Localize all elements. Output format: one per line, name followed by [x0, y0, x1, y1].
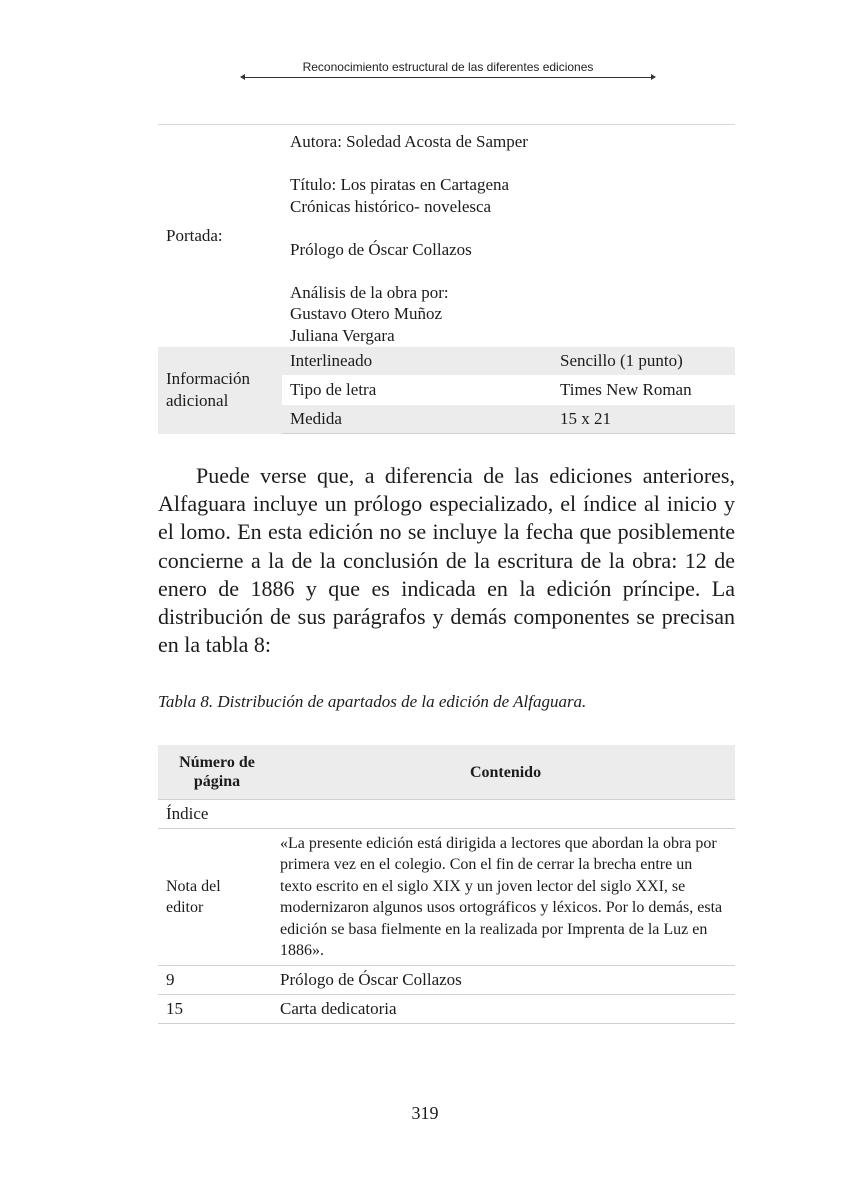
page-number: 319: [411, 1103, 439, 1123]
content-cell: «La presente edición está dirigida a lectores que abordan la obra por primera vez en el colegio. Con el fin de cerrar la brecha entre un texto escrito en el siglo XIX y un joven lector del siglo XXI, se modernizaron algunos usos ortográficos y léxicos. Por lo demás, esta edición se basa fielmente en la realizada por Imprenta de la Luz en 1886».: [276, 829, 735, 966]
body-paragraph: Puede verse que, a diferencia de las ediciones anteriores, Alfaguara incluye un prólogo especializado, el índice al inicio y el lomo. En esta edición no se incluye la fecha que posiblemente concierne a la de la conclusión de la escritura de la obra: 12 de enero de 1886 y que es indicada en la edición príncipe. La distribución de sus parágrafos y demás componentes se precisan en la tabla 8:: [158, 463, 735, 658]
portada-row: [158, 125, 735, 348]
page-cell: Índice: [158, 800, 276, 829]
info-value: 15 x 21: [552, 405, 735, 434]
info-row: [158, 347, 735, 376]
info-label: [158, 347, 282, 434]
info-key: Tipo de letra: [282, 376, 552, 405]
info-key: Interlineado: [282, 347, 552, 376]
content-cell: [276, 800, 735, 829]
page-cell-line: Nota del: [166, 877, 221, 895]
column-header-content: Contenido: [276, 745, 735, 800]
portada-analyst-1: Gustavo Otero Muñoz: [290, 304, 443, 323]
header-rule-right-arrow: [651, 74, 656, 80]
distribution-table: [158, 745, 735, 1024]
portada-analyst-2: Juliana Vergara: [290, 325, 395, 345]
page-cell: [158, 829, 276, 966]
edition-details-table: [158, 124, 735, 434]
info-key: Medida: [282, 405, 552, 434]
portada-author: Autora: Soledad Acosta de Samper: [290, 132, 528, 151]
info-value: Times New Roman: [552, 376, 735, 405]
column-header-page-line: Número de: [179, 754, 255, 771]
column-header-page: [158, 745, 276, 800]
page-cell-line: editor: [166, 899, 204, 916]
column-header-page-line: página: [193, 773, 241, 790]
table-row: [158, 995, 735, 1024]
info-value: Sencillo (1 punto): [552, 347, 735, 376]
info-label-line: Información: [166, 369, 251, 389]
content-cell: Prólogo de Óscar Collazos: [276, 966, 735, 995]
portada-label: Portada:: [166, 226, 223, 245]
header-rule: [242, 77, 654, 78]
portada-subtitle: Crónicas histórico- novelesca: [290, 196, 492, 216]
portada-analysis-heading: Análisis de la obra por:: [290, 282, 449, 302]
table-row: [158, 966, 735, 995]
portada-prologue: Prólogo de Óscar Collazos: [290, 239, 472, 259]
running-header: Reconocimiento estructural de las diferentes ediciones: [302, 60, 594, 74]
table-row: [158, 800, 735, 829]
page-cell: 15: [158, 995, 276, 1024]
table-row: [158, 829, 735, 966]
content-cell: Carta dedicatoria: [276, 995, 735, 1024]
table-caption: Tabla 8. Distribución de apartados de la edición de Alfaguara.: [158, 692, 587, 711]
table-header-row: [158, 745, 735, 800]
info-label-line: adicional: [166, 391, 229, 411]
portada-title: Título: Los piratas en Cartagena: [290, 175, 510, 194]
page-cell: 9: [158, 966, 276, 995]
header-rule-left-arrow: [240, 74, 245, 80]
portada-content: [282, 125, 735, 348]
